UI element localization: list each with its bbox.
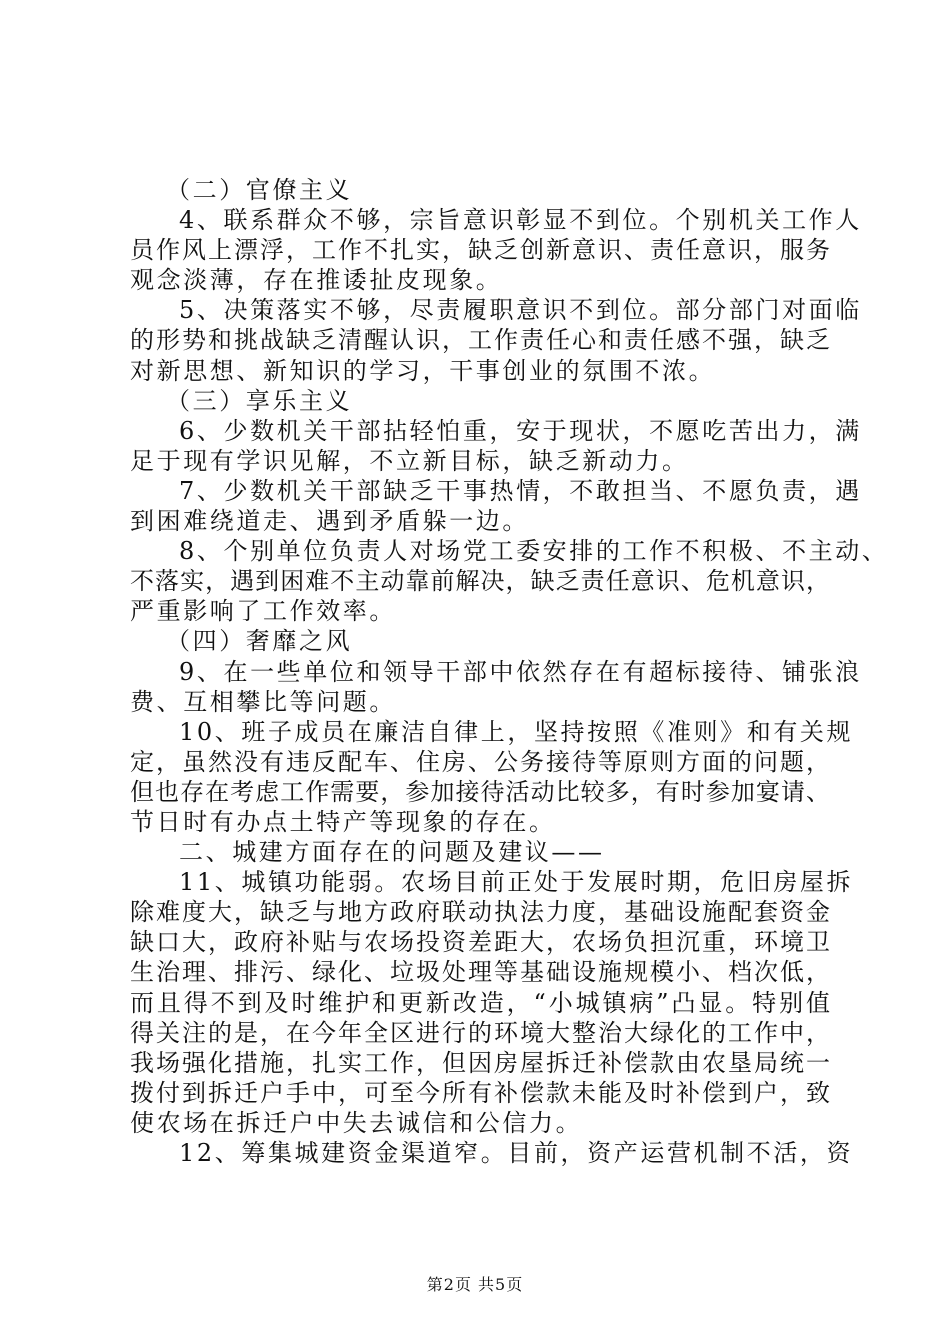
text-line: 的形势和挑战缺乏清醒认识，工作责任心和责任感不强，缺乏 xyxy=(130,326,830,355)
text-line: 观念淡薄，存在推诿扯皮现象。 xyxy=(130,266,503,295)
text-line: 5、决策落实不够，尽责履职意识不到位。部分部门对面临 xyxy=(179,296,862,325)
text-line: 不落实，遇到困难不主动靠前解决，缺乏责任意识、危机意识， xyxy=(130,567,830,596)
text-line: 拨付到拆迁户手中，可至今所有补偿款未能及时补偿到户，致 xyxy=(130,1078,830,1107)
text-line: 11、城镇功能弱。农场目前正处于发展时期，危旧房屋拆 xyxy=(179,868,854,897)
text-line: 生治理、排污、绿化、垃圾处理等基础设施规模小、档次低， xyxy=(130,958,830,987)
text-line: 到困难绕道走、遇到矛盾躲一边。 xyxy=(130,507,529,536)
text-line: 费、互相攀比等问题。 xyxy=(130,687,396,716)
text-line: 6、少数机关干部拈轻怕重，安于现状，不愿吃苦出力，满 xyxy=(179,416,862,445)
document-body xyxy=(130,175,889,1168)
text-line: 节日时有办点土特产等现象的存在。 xyxy=(130,807,556,836)
text-line: 8、个别单位负责人对场党工委安排的工作不积极、不主动、 xyxy=(179,537,889,566)
text-line: 使农场在拆迁户中失去诚信和公信力。 xyxy=(130,1108,583,1137)
text-line: 9、在一些单位和领导干部中依然存在有超标接待、铺张浪 xyxy=(179,657,862,686)
text-line: 得关注的是，在今年全区进行的环境大整治大绿化的工作中， xyxy=(130,1018,830,1047)
text-line: 对新思想、新知识的学习，干事创业的氛围不浓。 xyxy=(130,356,716,385)
text-line: 但也存在考虑工作需要，参加接待活动比较多，有时参加宴请、 xyxy=(130,777,830,806)
text-line: 除难度大，缺乏与地方政府联动执法力度，基础设施配套资金 xyxy=(130,898,830,927)
text-line: 足于现有学识见解，不立新目标，缺乏新动力。 xyxy=(130,446,689,475)
text-line: 我场强化措施，扎实工作，但因房屋拆迁补偿款由农垦局统一 xyxy=(130,1048,830,1077)
text-line: 4、联系群众不够，宗旨意识彰显不到位。个别机关工作人 xyxy=(179,206,862,235)
text-line: 缺口大，政府补贴与农场投资差距大，农场负担沉重，环境卫 xyxy=(130,928,830,957)
text-line: （三）享乐主义 xyxy=(166,386,353,415)
text-line: 12、筹集城建资金渠道窄。目前，资产运营机制不活，资 xyxy=(179,1139,854,1167)
page-footer: 第2页 共5页 xyxy=(426,1275,524,1294)
text-line: 员作风上漂浮，工作不扎实，缺乏创新意识、责任意识，服务 xyxy=(130,236,830,265)
text-line: （二）官僚主义 xyxy=(166,176,353,204)
text-line: 定，虽然没有违反配车、住房、公务接待等原则方面的问题， xyxy=(130,747,830,776)
text-line: 而且得不到及时维护和更新改造，“小城镇病”凸显。特别值 xyxy=(130,988,830,1017)
text-line: 严重影响了工作效率。 xyxy=(130,597,396,626)
text-line: 10、班子成员在廉洁自律上，坚持按照《准则》和有关规 xyxy=(179,717,854,746)
text-line: 7、少数机关干部缺乏干事热情，不敢担当、不愿负责，遇 xyxy=(179,476,862,505)
text-line: （四）奢靡之风 xyxy=(166,627,353,656)
text-line: 二、城建方面存在的问题及建议—— xyxy=(179,838,605,867)
